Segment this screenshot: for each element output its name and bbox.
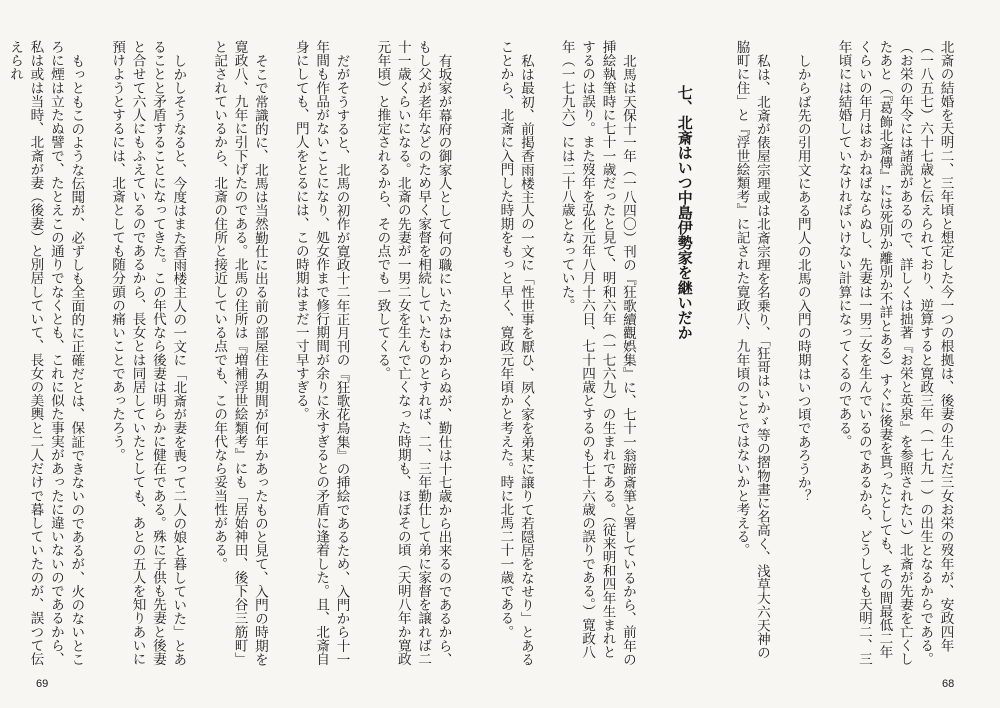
paragraph: しかしそうなると、今度はまた香雨楼主人の一文に「北斎が妻を喪って二人の娘と暮していた」とあることと矛盾することになってきた。この年代なら後妻は明らかに健在である。殊に子供も先妻と後妻と合せて六人にもふえているのであるから、長女とは同居していたとしても、あとの五人を知りあいに預けようとするには、北斎としても随分頭の痛いことであったろう。 xyxy=(109,40,187,666)
right-page-text xyxy=(497,40,976,670)
paragraph: だがそうすると、北馬の初作が寛政十二年正月刊の『狂歌花鳥集』の挿絵であるため、入門から十一年間も作品がないことになり、処女作まで修行期間が余りに永すぎるとの矛盾に逢着した。且、北斎自身にしても、門人をとるには、この時期はまだ一寸早すぎる。 xyxy=(292,40,350,666)
paragraph: 私は、北斎が俵屋宗理或は北斎宗理を名乗り、「狂哥はいかゞ等の摺物畫に名高く、浅草大六天神の脇町に住」と『浮世絵類考』に記された寛政八、九年頃のことではないかと考える。 xyxy=(733,40,770,659)
paragraph: そこで常識的に、北馬は当然勤仕に出る前の部屋住み期間が何年かあったものと見て、入門の時期を寛政八、九年に引下げたのである。北馬の住所は『増補浮世絵類考』にも「居始神田、後下谷三筋町」と記されているから、北斎の住所と接近している点でも、この年代なら妥当性がある。 xyxy=(211,40,268,666)
paragraph: しからば先の引用文にある門人の北馬の入門の時期はいつ頃であろうか？ xyxy=(794,53,811,503)
page-number-right: 68 xyxy=(942,678,955,690)
paragraph: 有坂家が幕府の御家人として何の職にいたかはわからぬが、勤仕は十七歳から出来るのであるから、もし父が老年などのため早く家督を相続していたものとすれば、二、三年勤仕して弟に家督を譲れば二十一歳くらいになる。北斎の先妻が一男二女を生んで亡くなった時期も、ほぼその頃（天明八年か寛政元年頃）と推定されるから、その点でも一致してくる。 xyxy=(374,40,452,666)
section-heading: 七、北斎はいつ中島伊勢家を継いだか xyxy=(675,85,694,340)
paragraph: 北馬は天保十一年（一八四〇）刊の『狂歌續觀娯集』に、七十一翁蹄斎筆と署しているから、前年の挿絵執筆時に七十一歳だったと見て、明和六年（一七六九）の生まれである。（従来明和四年生まれとするのは誤り。また歿年を弘化元年八月十六日、七十四歳とするのも七十六歳の誤りである。）寛政八年（一七九六）には二十八歳となっていた。 xyxy=(558,40,636,666)
left-page-text xyxy=(7,40,474,670)
page-number-left: 69 xyxy=(36,678,49,690)
right-page xyxy=(497,0,1000,708)
paragraph: 北斎の結婚を天明二、三年頃と想定した今一つの根拠は、後妻の生んだ三女お栄の歿年が、安政四年（一八五七）六十七歳と伝えられており、逆算すると寛政三年（一七九一）の出生となるからである。（お栄の年令には諸説があるので、詳しくは拙著『お栄と英泉』を参照されたい）北斎が先妻を亡くしたあと（『葛飾北斎傳』には死別か離別か不詳とある）すぐに後妻を貰ったとしても、その間最低二年くらいの年月はおかねばならぬし、先妻は一男二女を生んでいるのであるから、どうしても天明二、三年頃には結婚していなければいけない計算になってくるのである。 xyxy=(835,40,954,666)
paragraph: もっともこのような伝聞が、必ずしも全面的に正確だとは、保証できないのであるが、火のないところに煙は立たぬ譬で、たとえこの通りでなくとも、これに似た事実があったに違いないのであるから、私は或は当時、北斎が妻（後妻）と別居していて、長女の美輿と二人だけで暮していたのが、誤つて伝えられ xyxy=(7,40,85,666)
paragraph: 私は最初、前掲香雨楼主人の一文に「性世事を厭ひ、夙く家を弟某に譲りて若隠居をなせり」とあることから、北斎に入門した時期をもっと早く、寛政元年頃かと考えた。時に北馬二十一歳である。 xyxy=(497,40,534,666)
